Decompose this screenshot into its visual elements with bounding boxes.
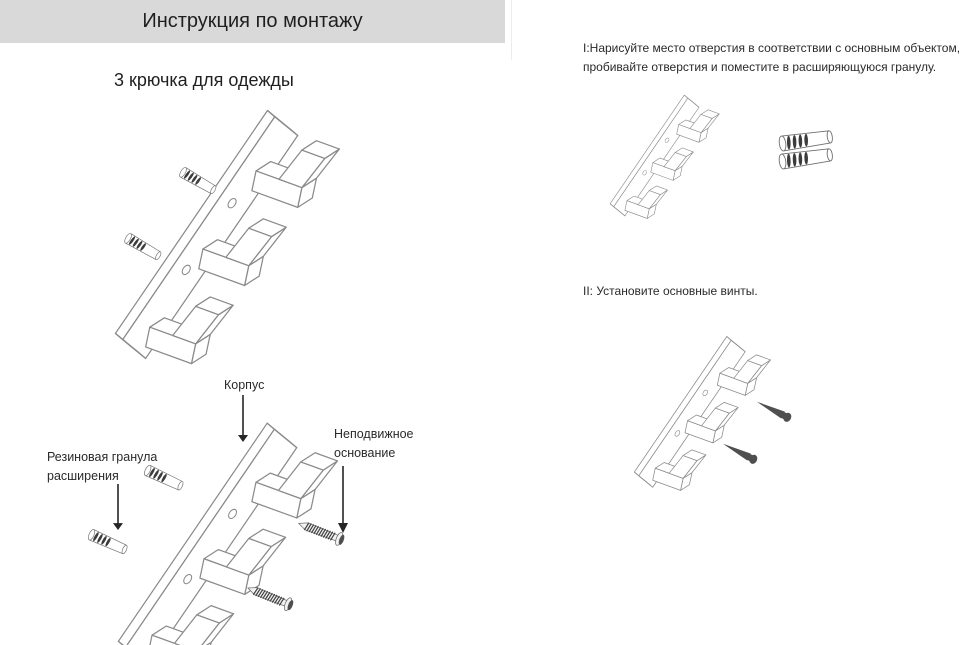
page-edge-line (511, 0, 512, 60)
label-fixed-base: Неподвижное основание (334, 427, 414, 460)
page-header (0, 0, 505, 43)
step1-rail-drawing (605, 90, 727, 222)
page-title: Инструкция по монтажу (142, 10, 363, 32)
step2-text: II: Установите основные винты. (583, 284, 758, 298)
step1-text: I:Нарисуйте место отверстия в соответствии с основным объектом, пробивайте отверстия и поместите в расширяющуюся гранулу. (583, 41, 961, 74)
assembled-rail-drawing (105, 100, 355, 371)
arrow-down-icon (111, 484, 125, 530)
label-rubber-expansion-granule: Резиновая гранула расширения (47, 450, 158, 483)
label-body: Корпус (224, 378, 265, 392)
arrow-down-icon (336, 466, 350, 533)
arrow-down-icon (236, 395, 250, 442)
step2-rail-drawing (628, 330, 780, 495)
product-subtitle: 3 крючка для одежды (114, 70, 294, 90)
